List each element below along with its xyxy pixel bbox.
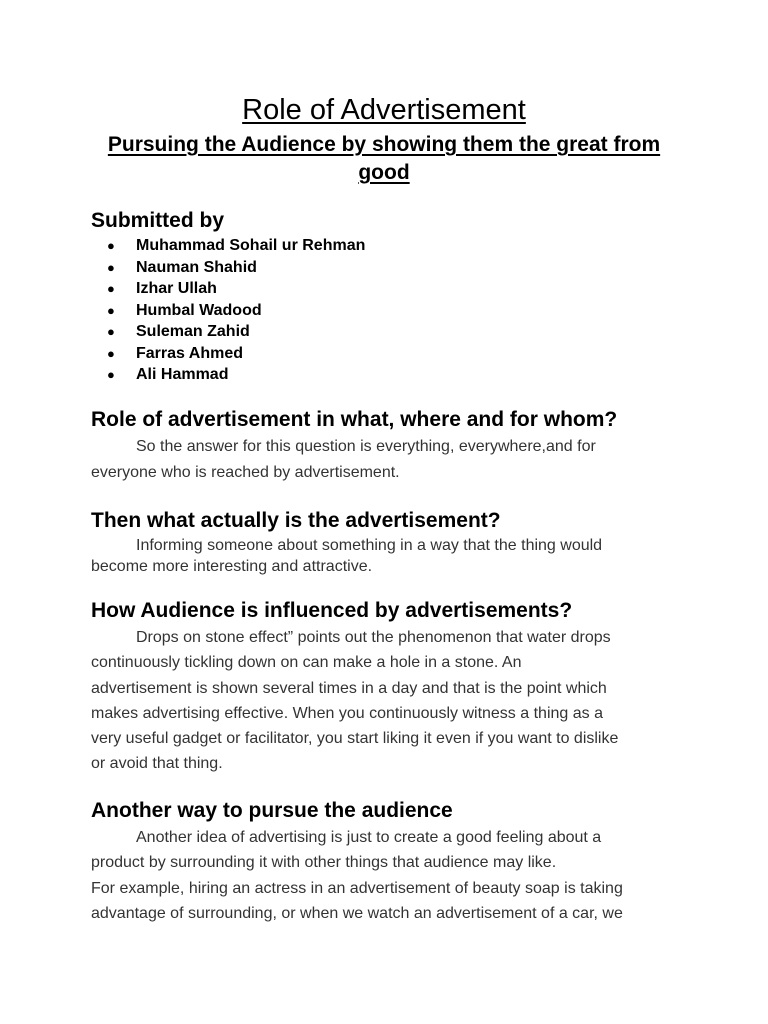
paragraph-line: very useful gadget or facilitator, you start liking it even if you want to dislike: [91, 730, 619, 748]
member-name: Ali Hammad: [136, 366, 229, 383]
paragraph-line: Informing someone about something in a way that the thing would: [136, 537, 603, 554]
member-name: Nauman Shahid: [136, 258, 257, 276]
paragraph-line: Drops on stone effect” points out the phenomenon that water drops: [136, 629, 611, 646]
section-heading-another-way: Another way to pursue the audience: [91, 799, 453, 822]
bullet-icon: ●: [107, 281, 115, 296]
list-item: [107, 278, 365, 300]
list-item: [107, 343, 365, 365]
member-name: Muhammad Sohail ur Rehman: [136, 237, 366, 254]
submitted-by-heading: Submitted by: [91, 209, 225, 232]
paragraph-line: advantage of surrounding, or when we watch an advertisement of a car, we: [91, 904, 623, 922]
document-subtitle: Pursuing the Audience by showing them the great from good: [107, 133, 661, 184]
section-paragraph-another-way: [91, 825, 691, 926]
paragraph-line: continuously tickling down on can make a hole in a stone. An: [91, 654, 522, 672]
member-name: Izhar Ullah: [136, 280, 217, 297]
list-item: [107, 257, 365, 279]
member-name: Humbal Wadood: [136, 301, 262, 319]
paragraph-line: makes advertising effective. When you continuously witness a thing as a: [91, 704, 603, 722]
paragraph-line: For example, hiring an actress in an advertisement of beauty soap is taking: [91, 879, 623, 897]
members-list: [107, 235, 365, 386]
document-title: Role of Advertisement: [242, 94, 526, 126]
list-item: [107, 364, 365, 386]
section-paragraph-role: [91, 434, 691, 486]
section-heading-definition: Then what actually is the advertisement?: [91, 509, 501, 532]
bullet-icon: ●: [107, 259, 115, 275]
paragraph-line: everyone who is reached by advertisement.: [91, 464, 400, 481]
paragraph-line: Another idea of advertising is just to create a good feeling about a: [136, 829, 602, 846]
paragraph-line: become more interesting and attractive.: [91, 558, 373, 575]
bullet-icon: ●: [107, 302, 115, 318]
list-item: [107, 235, 365, 257]
paragraph-line: product by surrounding it with other things that audience may like.: [91, 854, 557, 872]
section-paragraph-influence: [91, 625, 691, 777]
list-item: [107, 321, 365, 343]
paragraph-line: or avoid that thing.: [91, 755, 223, 773]
member-name: Farras Ahmed: [136, 344, 243, 362]
bullet-icon: ●: [107, 345, 115, 361]
bullet-icon: ●: [107, 367, 115, 382]
paragraph-line: advertisement is shown several times in a day and that is the point which: [91, 679, 607, 697]
member-name: Suleman Zahid: [136, 323, 250, 340]
paragraph-line: So the answer for this question is everything, everywhere,and for: [136, 438, 596, 455]
section-heading-influence: How Audience is influenced by advertisements?: [91, 599, 573, 622]
bullet-icon: ●: [107, 238, 115, 253]
section-paragraph-definition: [91, 535, 691, 577]
bullet-icon: ●: [107, 324, 115, 339]
list-item: [107, 300, 365, 322]
section-heading-role: Role of advertisement in what, where and for whom?: [91, 408, 618, 431]
